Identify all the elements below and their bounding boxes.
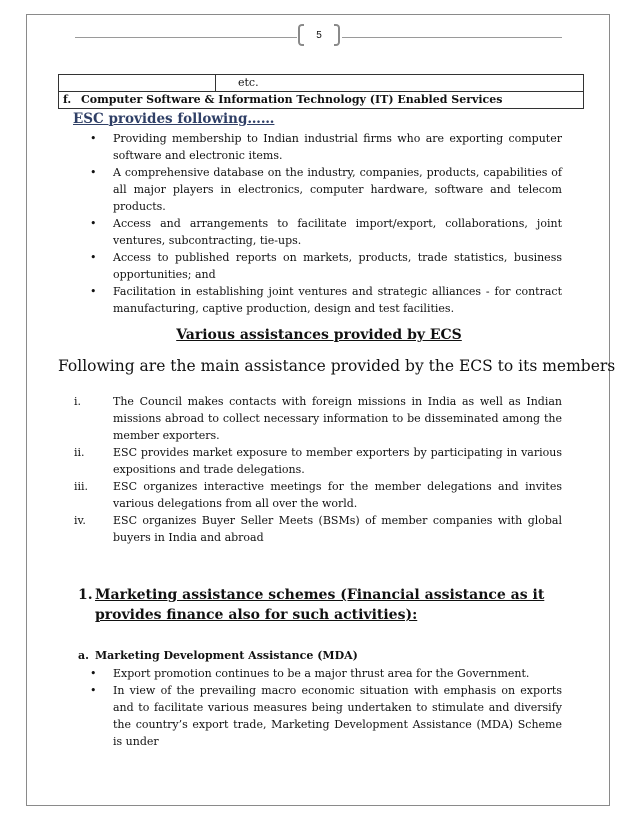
table-cell-category-f — [59, 92, 584, 109]
table-row — [59, 92, 584, 109]
page-number: 5 — [316, 30, 322, 41]
list-item-text: The Council makes contacts with foreign missions in India as well as Indian missions abroad to collect necessary information to be disseminated among the member exporters. — [113, 395, 562, 442]
mda-title: Marketing Development Assistance (MDA) — [95, 649, 358, 662]
mda-heading — [78, 649, 358, 662]
category-marker: f. — [63, 93, 72, 106]
list-item: • A comprehensive database on the industry, companies, products, capabilities of all major players in electronics, computer hardware, software and telecom products. — [90, 164, 562, 215]
page-number-box — [298, 24, 340, 48]
bracket-left — [298, 24, 304, 46]
header-rule-left — [75, 37, 297, 38]
list-item: • Export promotion continues to be a major thrust area for the Government. — [90, 665, 562, 682]
table-cell-etc: etc. — [216, 75, 584, 92]
esc-list — [90, 130, 562, 317]
list-item-text: ESC organizes Buyer Seller Meets (BSMs) of member companies with global buyers in India and abroad — [113, 514, 562, 544]
list-item: • In view of the prevailing macro economic situation with emphasis on exports and to facilitate various measures being undertaken to stimulate and diversify the country’s export trade, Marketing Development Assistance (MDA) Scheme is under — [90, 682, 562, 750]
table-row — [59, 75, 584, 92]
list-item-text: ESC provides market exposure to member exporters by participating in various expositions and trade delegations. — [113, 446, 562, 476]
assist-list — [74, 393, 562, 546]
list-item-text: ESC organizes interactive meetings for the member delegations and invites various delegations from all over the world. — [113, 480, 562, 510]
roman-numeral: iii. — [74, 480, 89, 493]
esc-heading: ESC provides following…… — [73, 111, 275, 127]
mda-list — [90, 665, 562, 750]
header-rule-right — [342, 37, 562, 38]
roman-numeral: iv. — [74, 514, 86, 527]
list-item — [74, 444, 562, 478]
roman-numeral: ii. — [74, 446, 85, 459]
category-text: Computer Software & Information Technology (IT) Enabled Services — [81, 93, 503, 106]
category-table — [58, 74, 584, 109]
table-cell-empty — [59, 75, 216, 92]
section-number: 1. — [78, 587, 93, 603]
bracket-right — [334, 24, 340, 46]
section-title: Marketing assistance schemes (Financial assistance as it provides finance also for such activities): — [95, 587, 545, 623]
list-item: • Access and arrangements to facilitate import/export, collaborations, joint ventures, subcontracting, tie-ups. — [90, 215, 562, 249]
list-item: • Providing membership to Indian industrial firms who are exporting computer software and electronic items. — [90, 130, 562, 164]
roman-numeral: i. — [74, 395, 82, 408]
list-item — [74, 478, 562, 512]
list-item: • Access to published reports on markets, products, trade statistics, business opportunities; and — [90, 249, 562, 283]
assist-lead: Following are the main assistance provided by the ECS to its members — [58, 357, 616, 375]
list-item — [74, 393, 562, 444]
mda-marker: a. — [78, 649, 89, 662]
list-item: • Facilitation in establishing joint ventures and strategic alliances - for contract manufacturing, captive production, design and test facilities. — [90, 283, 562, 317]
assist-heading: Various assistances provided by ECS — [176, 327, 462, 343]
section-1-heading — [78, 585, 548, 625]
list-item — [74, 512, 562, 546]
